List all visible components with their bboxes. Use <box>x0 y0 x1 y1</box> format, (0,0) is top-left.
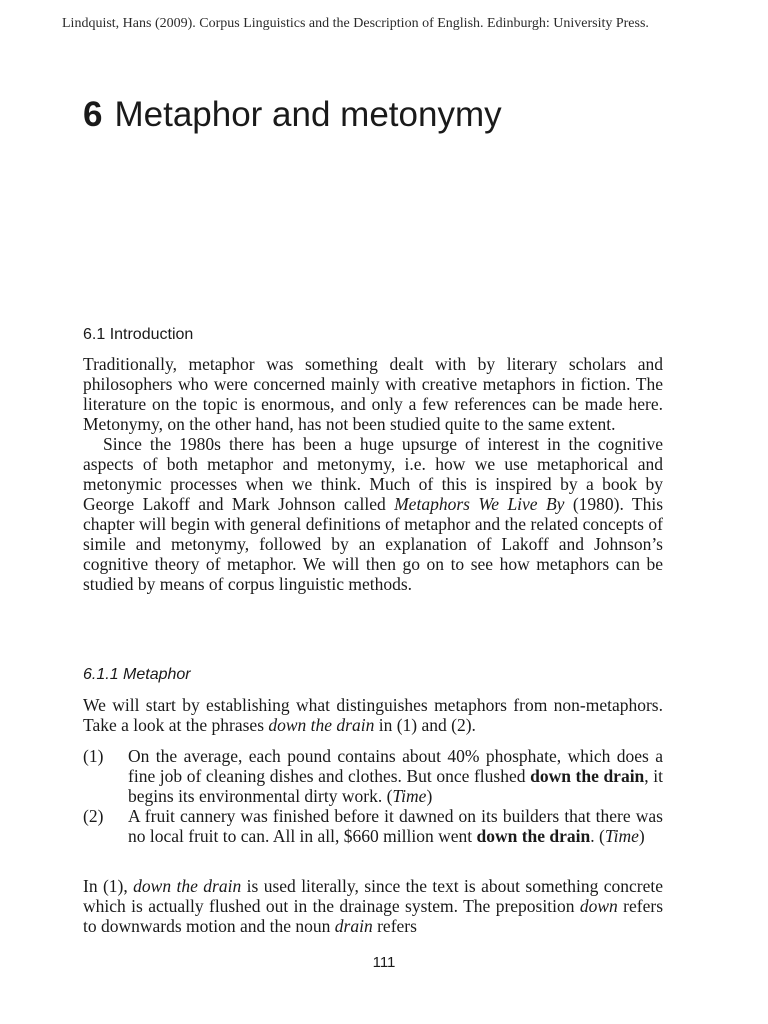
section-heading: 6.1 Introduction <box>83 326 194 343</box>
metaphor-paragraph <box>83 695 663 735</box>
example-text-end: ) <box>426 786 433 806</box>
example-text <box>128 806 663 846</box>
example-item <box>83 806 663 846</box>
example-text-end: ) <box>638 826 645 846</box>
metaphor-p-start: We will start by establishing what distinguishes metaphors from non-metaphors. Take a look at the phrases <box>83 695 663 735</box>
examples-list <box>83 746 663 846</box>
example-text-mid: . ( <box>590 826 605 846</box>
example-source: Time <box>392 786 427 806</box>
intro-text <box>83 354 663 594</box>
citation: Lindquist, Hans (2009). Corpus Linguistics and the Description of English. Edinburgh: University Press. <box>62 16 649 31</box>
page-number: 111 <box>372 954 396 971</box>
example-text-start: On the average, each pound contains about 40% phosphate, which does a fine job of cleaning dishes and clothes. But once flushed <box>128 746 663 786</box>
intro-paragraph-2 <box>83 434 663 594</box>
example-item <box>83 746 663 806</box>
analysis-word-down: down <box>579 896 618 916</box>
example-text-mid: , it begins its environmental dirty work. ( <box>128 766 663 806</box>
analysis-start: In (1), <box>83 876 128 896</box>
example-number: (1) <box>83 746 104 766</box>
example-text-start: A fruit cannery was finished before it dawned on its builders that there was no local fruit to can. All in all, $660 million went <box>128 806 663 846</box>
intro-p2-start: Since the 1980s there has been a huge upsurge of interest in the cognitive aspects of both metaphor and metonymy, i.e. how we use metaphorical and metonymic processes when we think. Much of this is inspired by a book by George Lakoff and Mark Johnson called <box>83 434 663 514</box>
example-bold-phrase: down the drain <box>530 766 645 786</box>
analysis-mid-1: is used literally, since the text is about something concrete which is actually flushed out in the drainage system. The preposition <box>83 876 663 916</box>
analysis-text <box>83 876 663 936</box>
subsection-heading: 6.1.1 Metaphor <box>83 666 191 683</box>
analysis-mid-2: refers to downwards motion and the noun <box>83 896 663 936</box>
intro-p2-end: (1980). This chapter will begin with general definitions of metaphor and the related concepts of simile and metonymy, followed by an explanation of Lakoff and Johnson’s cognitive theory of metaphor. We will then go on to see how metaphors can be studied by means of corpus linguistic methods. <box>83 494 664 594</box>
analysis-phrase: down the drain <box>133 876 242 896</box>
book-title: Metaphors We Live By <box>394 494 565 514</box>
example-text <box>128 746 663 806</box>
chapter-title: Metaphor and metonymy <box>114 95 502 134</box>
analysis-end: refers <box>377 916 417 936</box>
example-number: (2) <box>83 806 104 826</box>
example-source: Time <box>604 826 639 846</box>
phrase-italic: down the drain <box>268 715 375 735</box>
analysis-word-drain: drain <box>334 916 373 936</box>
example-bold-phrase: down the drain <box>476 826 591 846</box>
chapter-number: 6 <box>83 95 103 134</box>
metaphor-p-end: in (1) and (2). <box>378 715 476 735</box>
chapter-heading <box>83 93 502 137</box>
metaphor-intro-text <box>83 695 663 735</box>
analysis-paragraph <box>83 876 663 936</box>
intro-paragraph-1: Traditionally, metaphor was something dealt with by literary scholars and philosophers who were concerned mainly with creative metaphors in fiction. The literature on the topic is enormous, and only a few references can be made here. Metonymy, on the other hand, has not been studied quite to the same extent. <box>83 354 663 434</box>
